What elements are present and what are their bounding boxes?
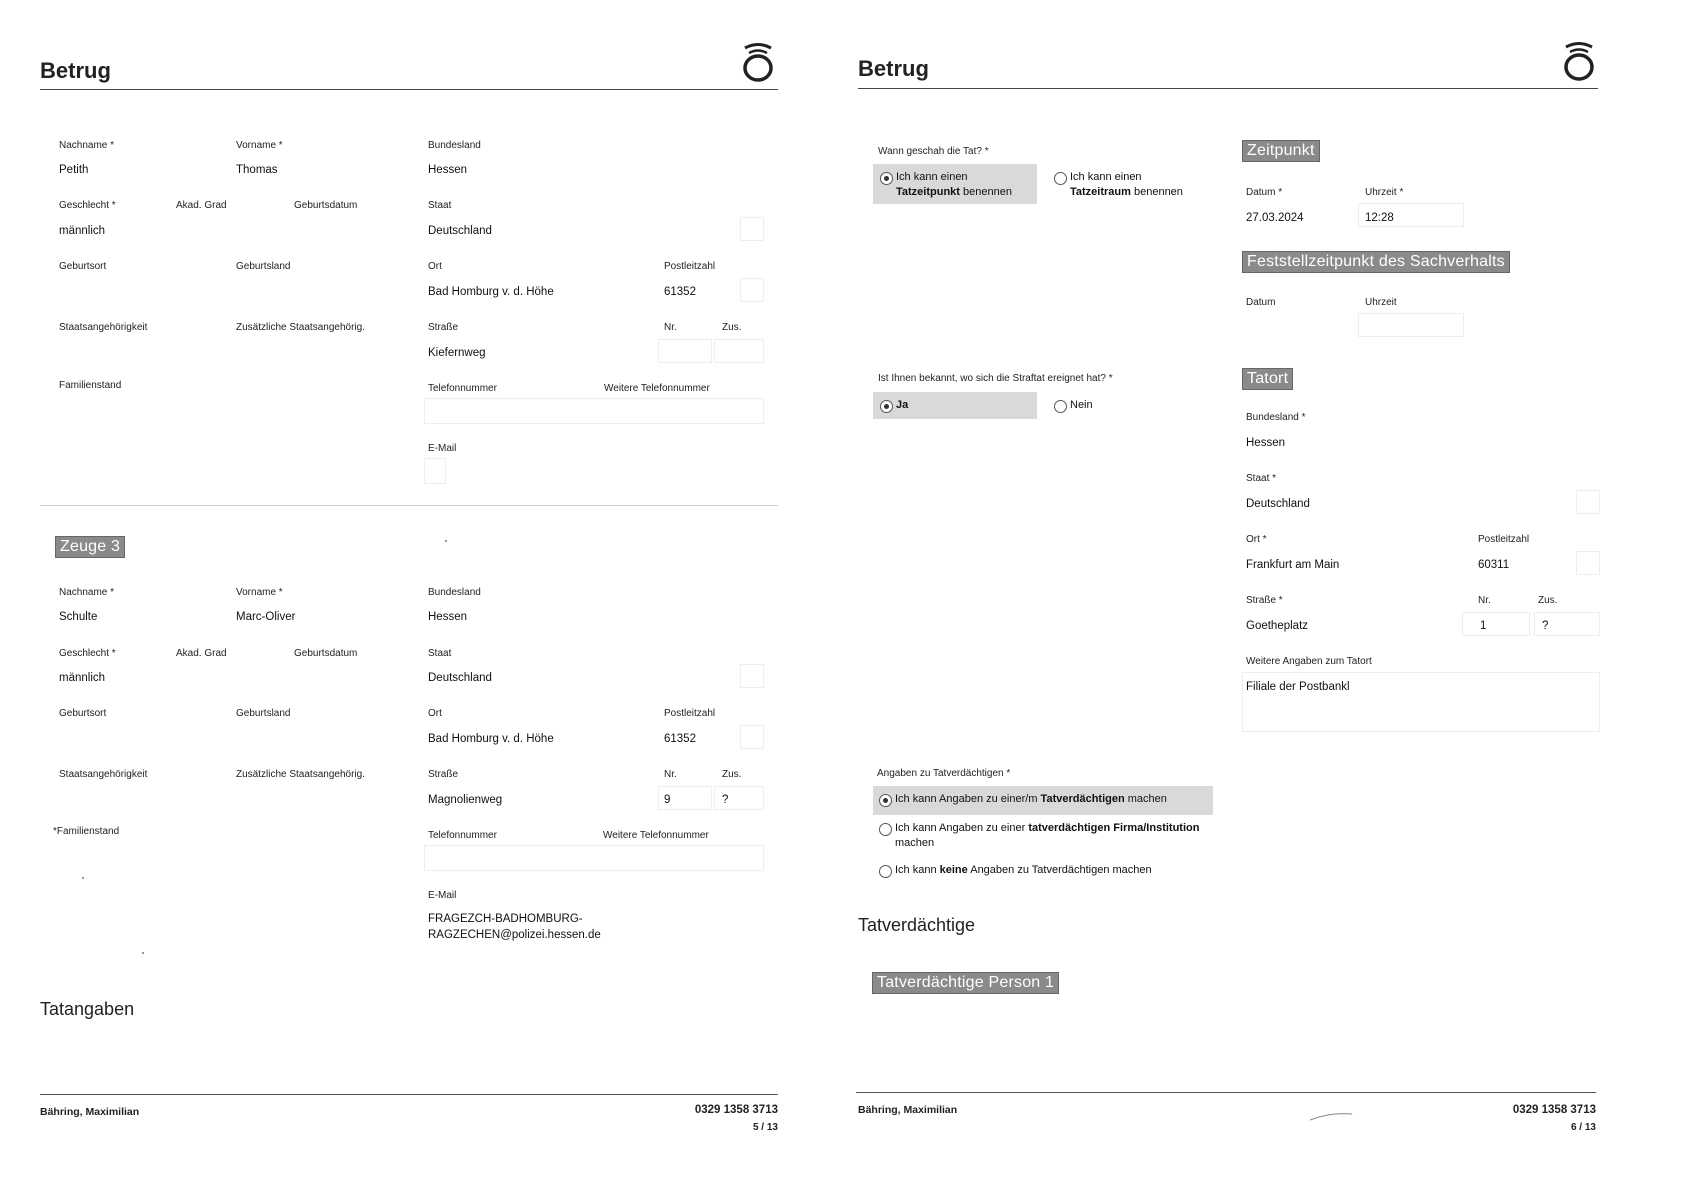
strasse-value: Magnolienweg xyxy=(428,794,503,806)
page-title: Betrug xyxy=(40,58,111,83)
option-rest: benennen xyxy=(959,186,1012,198)
staat-field-edge xyxy=(1576,490,1600,514)
vorname-label: Vorname * xyxy=(236,587,283,598)
bundesland-label: Bundesland xyxy=(428,587,481,598)
option-firma-institution[interactable] xyxy=(873,820,1213,854)
nr-field xyxy=(1462,612,1530,636)
section-zeitpunkt: Zeitpunkt xyxy=(1242,140,1320,162)
plz-field-edge xyxy=(740,725,764,749)
staat-label: Staat * xyxy=(1246,473,1277,484)
telefon-label: Telefonnummer xyxy=(428,383,497,394)
footer-name: Bähring, Maximilian xyxy=(858,1104,958,1116)
pen-stroke-mark xyxy=(1308,1112,1354,1122)
section-tatverdaechtige-person-1: Tatverdächtige Person 1 xyxy=(872,972,1059,994)
uhrzeit-label: Uhrzeit * xyxy=(1365,187,1404,198)
telefon-field xyxy=(424,845,764,871)
nr-label: Nr. xyxy=(664,769,677,780)
vorname-label: Vorname * xyxy=(236,140,283,151)
zus-value: ? xyxy=(1542,620,1549,632)
bundesland-value: Hessen xyxy=(428,164,467,176)
option-nein-label: Nein xyxy=(1070,399,1093,411)
header-rule xyxy=(40,89,778,90)
plz-label: Postleitzahl xyxy=(664,708,716,719)
zus-label: Zus. xyxy=(1538,595,1558,606)
plz-field-edge xyxy=(740,278,764,302)
option-post: machen xyxy=(895,837,935,849)
zus-staatsangehoerig-label: Zusätzliche Staatsangehörig. xyxy=(236,769,365,780)
geburtsland-label: Geburtsland xyxy=(236,261,291,272)
staat-value: Deutschland xyxy=(428,672,492,684)
police-star-logo-icon xyxy=(741,42,775,82)
datum-value: 27.03.2024 xyxy=(1246,212,1304,224)
akad-grad-label: Akad. Grad xyxy=(176,648,227,659)
option-rest: benennen xyxy=(1130,186,1183,198)
option-tatverdaechtigen-person[interactable] xyxy=(873,786,1213,815)
ort-label: Ort xyxy=(428,708,442,719)
geschlecht-value: männlich xyxy=(59,672,106,684)
vorname-value: Thomas xyxy=(236,164,278,176)
staat-field-edge xyxy=(740,664,764,688)
email-field-edge xyxy=(424,458,446,484)
strasse-label: Straße xyxy=(428,322,459,333)
datum-label: Datum * xyxy=(1246,187,1283,198)
telefon-field xyxy=(424,398,764,424)
scan-speck xyxy=(142,952,144,954)
radio-selected-icon xyxy=(879,794,892,807)
telefon-label: Telefonnummer xyxy=(428,830,497,841)
weitere-telefon-label: Weitere Telefonnummer xyxy=(604,383,710,394)
radio-selected-icon xyxy=(880,172,893,185)
footer-rule xyxy=(40,1094,778,1095)
scan-speck xyxy=(82,877,84,879)
geburtsdatum-label: Geburtsdatum xyxy=(294,648,358,659)
option-ja[interactable] xyxy=(873,392,1037,419)
page-title: Betrug xyxy=(858,56,929,81)
option-pre: Ich kann Angaben zu einer/m xyxy=(895,793,1041,805)
zus-label: Zus. xyxy=(722,769,742,780)
section-feststellzeitpunkt: Feststellzeitpunkt des Sachverhalts xyxy=(1242,251,1510,273)
radio-unselected-icon xyxy=(1054,172,1067,185)
datum-label: Datum xyxy=(1246,297,1276,308)
bundesland-label: Bundesland xyxy=(428,140,481,151)
geburtsland-label: Geburtsland xyxy=(236,708,291,719)
ort-label: Ort * xyxy=(1246,534,1267,545)
footer-page: 6 / 13 xyxy=(1570,1122,1596,1133)
radio-unselected-icon xyxy=(1054,400,1067,413)
ort-value: Bad Homburg v. d. Höhe xyxy=(428,733,554,745)
uhrzeit-label: Uhrzeit xyxy=(1365,297,1397,308)
nachname-label: Nachname * xyxy=(59,587,115,598)
nr-label: Nr. xyxy=(664,322,677,333)
zus-value: ? xyxy=(722,794,729,806)
section-divider xyxy=(40,505,778,506)
zus-field xyxy=(714,339,764,363)
suspects-question: Angaben zu Tatverdächtigen * xyxy=(877,768,1011,779)
tatverdaechtige-heading: Tatverdächtige xyxy=(858,915,976,935)
email-label: E-Mail xyxy=(428,890,457,901)
where-question: Ist Ihnen bekannt, wo sich die Straftat ereignet hat? * xyxy=(878,373,1113,384)
familienstand-label: Familienstand xyxy=(59,380,122,391)
vorname-value: Marc-Oliver xyxy=(236,611,296,623)
plz-label: Postleitzahl xyxy=(1478,534,1530,545)
geburtsort-label: Geburtsort xyxy=(59,708,107,719)
footer-rule xyxy=(856,1092,1596,1093)
option-tatzeitraum[interactable] xyxy=(1048,164,1198,204)
ort-label: Ort xyxy=(428,261,442,272)
option-keine-angaben[interactable] xyxy=(873,862,1213,882)
option-bold: Tatzeitraum xyxy=(1070,186,1131,198)
geschlecht-label: Geschlecht * xyxy=(59,200,116,211)
uhrzeit-field xyxy=(1358,203,1464,227)
staat-label: Staat xyxy=(428,648,452,659)
nr-value: 1 xyxy=(1480,620,1487,632)
plz-value: 61352 xyxy=(664,286,696,298)
scan-speck xyxy=(445,540,447,542)
option-pre: Ich kann Angaben zu einer xyxy=(895,822,1029,834)
radio-unselected-icon xyxy=(879,865,892,878)
option-tatzeitpunkt[interactable] xyxy=(873,164,1037,204)
weitere-angaben-label: Weitere Angaben zum Tatort xyxy=(1246,656,1372,667)
bundesland-label: Bundesland * xyxy=(1246,412,1306,423)
option-bold: Tatzeitpunkt xyxy=(896,186,960,198)
uhrzeit-field xyxy=(1358,313,1464,337)
footer-number: 0329 1358 3713 xyxy=(694,1104,778,1116)
staat-value: Deutschland xyxy=(428,225,492,237)
nachname-value: Petith xyxy=(59,164,89,176)
plz-value: 61352 xyxy=(664,733,696,745)
plz-label: Postleitzahl xyxy=(664,261,716,272)
staat-field-edge xyxy=(740,217,764,241)
staat-label: Staat xyxy=(428,200,452,211)
strasse-label: Straße xyxy=(428,769,459,780)
nr-label: Nr. xyxy=(1478,595,1491,606)
zus-staatsangehoerig-label: Zusätzliche Staatsangehörig. xyxy=(236,322,365,333)
option-bold: Tatverdächtigen xyxy=(1040,793,1125,805)
staatsangehoerigkeit-label: Staatsangehörigkeit xyxy=(59,322,148,333)
email-value-line2: RAGZECHEN@polizei.hessen.de xyxy=(428,929,601,941)
zus-label: Zus. xyxy=(722,322,742,333)
uhrzeit-value: 12:28 xyxy=(1365,212,1394,224)
staatsangehoerigkeit-label: Staatsangehörigkeit xyxy=(59,769,148,780)
page-6 xyxy=(848,0,1696,1199)
ort-value: Bad Homburg v. d. Höhe xyxy=(428,286,554,298)
strasse-label: Straße * xyxy=(1246,595,1283,606)
footer-number: 0329 1358 3713 xyxy=(1512,1104,1596,1116)
radio-selected-icon xyxy=(880,400,893,413)
nr-field xyxy=(658,339,712,363)
section-tatort: Tatort xyxy=(1242,368,1293,390)
option-ja-label: Ja xyxy=(896,399,909,411)
nachname-label: Nachname * xyxy=(59,140,115,151)
header-rule xyxy=(858,88,1598,89)
option-line1: Ich kann einen xyxy=(1070,171,1142,183)
bundesland-value: Hessen xyxy=(428,611,467,623)
nachname-value: Schulte xyxy=(59,611,98,623)
bundesland-value: Hessen xyxy=(1246,437,1285,449)
option-bold: tatverdächtigen Firma/Institution xyxy=(1028,822,1200,834)
footer-name: Bähring, Maximilian xyxy=(40,1106,140,1118)
option-nein[interactable] xyxy=(1048,392,1128,419)
geburtsort-label: Geburtsort xyxy=(59,261,107,272)
geschlecht-value: männlich xyxy=(59,225,106,237)
radio-unselected-icon xyxy=(879,823,892,836)
footer-page: 5 / 13 xyxy=(752,1122,778,1133)
tatangaben-heading: Tatangaben xyxy=(40,999,135,1019)
plz-value: 60311 xyxy=(1478,559,1510,571)
weitere-telefon-label: Weitere Telefonnummer xyxy=(603,830,709,841)
option-post: machen xyxy=(1124,793,1167,805)
staat-value: Deutschland xyxy=(1246,498,1310,510)
option-line1: Ich kann einen xyxy=(896,171,968,183)
strasse-value: Goetheplatz xyxy=(1246,620,1309,632)
geschlecht-label: Geschlecht * xyxy=(59,648,116,659)
familienstand-label: *Familienstand xyxy=(53,826,120,837)
nr-value: 9 xyxy=(664,794,671,806)
when-question: Wann geschah die Tat? * xyxy=(878,146,989,157)
weitere-angaben-field xyxy=(1242,672,1600,732)
option-post: Angaben zu Tatverdächtigen machen xyxy=(967,864,1152,876)
email-value-line1: FRAGEZCH-BADHOMBURG- xyxy=(428,913,583,925)
strasse-value: Kiefernweg xyxy=(428,347,486,359)
plz-field-edge xyxy=(1576,551,1600,575)
ort-value: Frankfurt am Main xyxy=(1246,559,1340,571)
email-label: E-Mail xyxy=(428,443,457,454)
option-bold: keine xyxy=(939,864,968,876)
weitere-angaben-value: Filiale der Postbankl xyxy=(1246,681,1350,693)
section-zeuge-3: Zeuge 3 xyxy=(55,536,125,558)
option-pre: Ich kann xyxy=(895,864,940,876)
geburtsdatum-label: Geburtsdatum xyxy=(294,200,358,211)
police-star-logo-icon xyxy=(1562,41,1596,81)
akad-grad-label: Akad. Grad xyxy=(176,200,227,211)
